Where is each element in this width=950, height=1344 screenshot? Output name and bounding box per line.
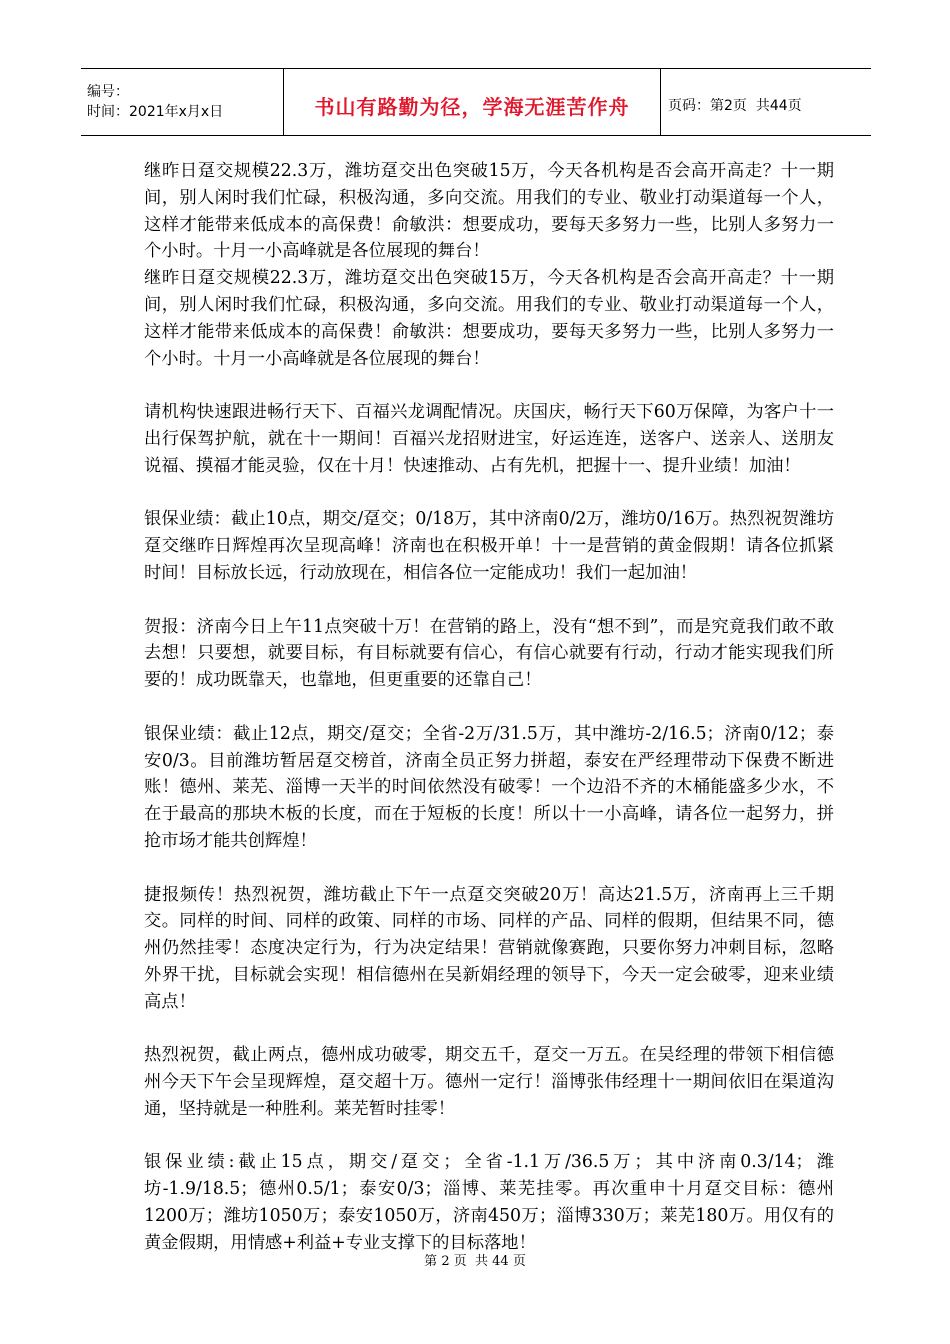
header-meta <box>81 69 284 135</box>
paragraph: 请机构快速跟进畅行天下、百福兴龙调配情况。庆国庆，畅行天下60万保障，为客户十一出行保驾护航，就在十一期间！百福兴龙招财进宝，好运连连，送客户、送亲人、送朋友说福、摸福才能灵验，仅在十月！快速推动、占有先机，把握十一、提升业绩！加油！ <box>144 402 834 476</box>
header-page-info <box>661 69 871 135</box>
document-number-label: 编号： <box>87 84 129 100</box>
header-motto: 书山有路勤为径，学海无涯苦作舟 <box>314 94 630 119</box>
page-current: 2 <box>724 98 733 114</box>
header-motto-cell <box>284 69 661 135</box>
page-number-text <box>668 95 871 115</box>
paragraph: 银保业绩：截止10点，期交/趸交；0/18万，其中济南0/2万，潍坊0/16万。热烈祝贺潍坊趸交继昨日辉煌再次呈现高峰！济南也在积极开单！十一是营销的黄金假期！请各位抓紧时间！目标放长远，行动放现在，相信各位一定能成功！我们一起加油！ <box>144 509 834 583</box>
footer-current-page: 2 <box>441 1254 450 1269</box>
paragraph: 捷报频传！热烈祝贺，潍坊截止下午一点趸交突破20万！高达21.5万，济南再上三千期交。同样的时间、同样的政策、同样的市场、同样的产品、同样的假期，但结果不同，德州仍然挂零！态度决定行为，行为决定结果！营销就像赛跑，只要你努力冲刺目标，忽略外界干扰，目标就会实现！相信德州在吴新娟经理的领导下，今天一定会破零，迎来业绩高点！ <box>144 884 834 1012</box>
document-time-label: 时间：2021年x月x日 <box>87 104 224 120</box>
paragraph: 继昨日趸交规模22.3万，潍坊趸交出色突破15万，今天各机构是否会高开高走？十一期间，别人闲时我们忙碌，积极沟通，多向交流。用我们的专业、敬业打动渠道每一个人，这样才能带来低成本的高保费！俞敏洪：想要成功，要每天多努力一些，比别人多努力一个小时。十月一小高峰就是各位展现的舞台！ <box>144 161 834 262</box>
page-total: 44 <box>769 98 788 114</box>
paragraph: 热烈祝贺，截止两点，德州成功破零，期交五千，趸交一万五。在吴经理的带领下相信德州今天下午会呈现辉煌，趸交超十万。德州一定行！淄博张伟经理十一期间依旧在渠道沟通，坚持就是一种胜利。莱芜暂时挂零！ <box>144 1045 834 1119</box>
page-suffix: 页 <box>787 98 802 114</box>
footer-total-pages: 44 <box>492 1254 509 1269</box>
footer-mid: 页 共 <box>453 1254 488 1269</box>
footer-prefix: 第 <box>424 1254 438 1269</box>
page-prefix: 页码：第 <box>668 98 724 114</box>
paragraph: 贺报：济南今日上午11点突破十万！在营销的路上，没有“想不到”，而是究竟我们敢不敢去想！只要想，就要目标，有目标就要有信心，有信心就要有行动，行动才能实现我们所要的！成功既靠天，也靠地，但更重要的还靠自己！ <box>144 616 834 691</box>
document-header <box>81 68 871 136</box>
page-footer <box>0 1250 950 1269</box>
paragraph: 银保业绩：截止12点，期交/趸交；全省-2万/31.5万，其中潍坊-2/16.5；济南0/12；泰安0/3。目前潍坊暂居趸交榜首，济南全员正努力拼超，泰安在严经理带动下保费不断进账！德州、莱芜、淄博一天半的时间依然没有破零！一个边沿不齐的木桶能盛多少水，不在于最高的那块木板的长度，而在于短板的长度！所以十一小高峰，请各位一起努力，拼抢市场才能共创辉煌！ <box>144 723 834 851</box>
paragraph: 继昨日趸交规模22.3万，潍坊趸交出色突破15万，今天各机构是否会高开高走？十一期间，别人闲时我们忙碌，积极沟通，多向交流。用我们的专业、敬业打动渠道每一个人，这样才能带来低成本的高保费！俞敏洪：想要成功，要每天多努力一些，比别人多努力一个小时。十月一小高峰就是各位展现的舞台！ <box>144 268 834 369</box>
footer-suffix: 页 <box>512 1254 526 1269</box>
document-body <box>144 158 834 1257</box>
page-mid: 页 共 <box>732 98 770 114</box>
paragraph: 银保业绩:截止15点，期交/趸交；全省-1.1万/36.5万；其中济南0.3/14；潍坊-1.9/18.5；德州0.5/1；泰安0/3；淄博、莱芜挂零。再次重申十月趸交目标：德州1200万；潍坊1050万；泰安1050万，济南450万；淄博330万；莱芜180万。用仅有的黄金假期，用情感+利益+专业支撑下的目标落地！ <box>144 1152 834 1253</box>
